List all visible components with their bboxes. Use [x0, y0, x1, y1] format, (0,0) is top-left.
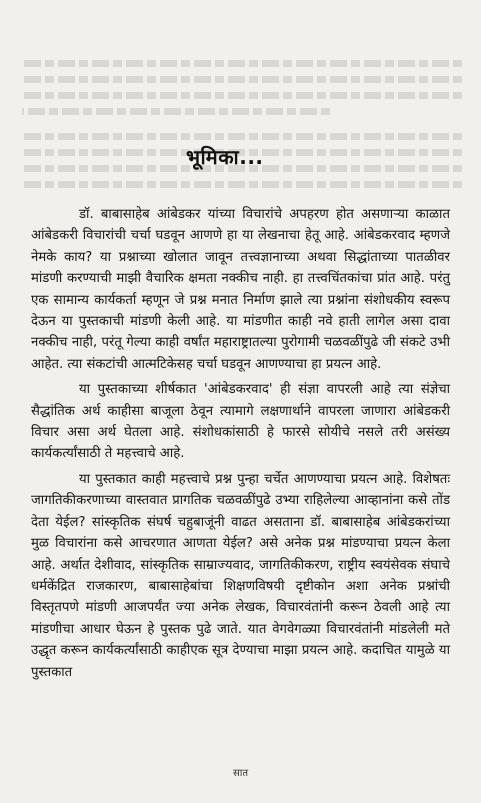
- paragraph: या पुस्तकात काही महत्त्वाचे प्रश्न पुन्हा चर्चेत आणण्याचा प्रयत्न आहे. विशेषतः जागतिकीकरणाच्या वास्तवात प्रागतिक चळवळींपुढे उभ्या राहिलेल्या आव्हानांना कसे तोंड देता येईल? सांस्कृतिक संघर्ष चहुबाजूंनी वाढत असताना डॉ. बाबासाहेब आंबेडकरांच्या मुळ विचारांना कसे आचरणात आणता येईल? असे अनेक प्रश्न मांडण्याचा प्रयत्न केला आहे. अर्थात देशीवाद, सांस्कृतिक साम्राज्यवाद, जागतिकीकरण, राष्ट्रीय स्वयंसेवक संघाचे धर्मकेंद्रित राजकारण, बाबासाहेबांचा शिक्षणविषयी दृष्टीकोन अशा अनेक प्रश्नांची विस्तृतपणे मांडणी आजपर्यंत ज्या अनेक लेखक, विचारवंतांनी करून ठेवली आहे त्या मांडणीचा आधार घेऊन हे पुस्तक पुढे जाते. यात वेगवेगळ्या विचारवंतांनी मांडलेली मते उद्धृत करून कार्यकर्त्यांसाठी काहीएक सूत्र देण्याचा माझा प्रयत्न आहे. कदाचित यामुळे या पुस्तकात: [31, 471, 450, 680]
- page-heading: भूमिका...: [186, 145, 264, 169]
- ghost-line: [22, 181, 462, 188]
- ghost-line: [22, 76, 462, 83]
- page-number: सात: [232, 768, 249, 779]
- ghost-line: [22, 108, 330, 115]
- bleed-through-texture: [22, 60, 462, 197]
- body-text: [31, 204, 450, 683]
- ghost-line: [22, 92, 462, 99]
- paragraph: डॉ. बाबासाहेब आंबेडकर यांच्या विचारांचे अपहरण होत असणाऱ्या काळात आंबेडकरी विचारांची चर्चा घडवून आणणे हा या लेखनाचा हेतू आहे. आंबेडकरवाद म्हणजे नेमके काय? या प्रश्नाच्या खोलात जावून तत्त्वज्ञानाच्या अथवा सिद्धांताच्या पातळीवर मांडणी करण्याची माझी वैचारिक क्षमता नक्कीच नाही. हा तत्त्वचिंतकांचा प्रांत आहे. परंतु एक सामान्य कार्यकर्ता म्हणून जे प्रश्न मनात निर्माण झाले त्या प्रश्नांना संशोधकीय स्वरूप देऊन या पुस्तकाची मांडणी केली आहे. या मांडणीत काही नवे हाती लागेल असा दावा नक्कीच नाही, परंतू गेल्या काही वर्षांत महाराष्ट्रातल्या पुरोगामी चळवळींपुढे जी संकटे उभी आहेत. त्या संकटांची आत्मटिकेसह चर्चा घडवून आणण्याचा हा प्रयत्न आहे.: [31, 207, 450, 372]
- ghost-line: [22, 60, 462, 67]
- paragraph: या पुस्तकाच्या शीर्षकात 'आंबेडकरवाद' ही संज्ञा वापरली आहे त्या संज्ञेचा सैद्धांतिक अर्थ काहीसा बाजूला ठेवून त्यामागे लक्षणार्थाने वापरला जाणारा आंबेडकरी विचार असा अर्थ घेतला आहे. संशोधकांसाठी हे फारसे सोयीचे नसले तरी असंख्य कार्यकर्त्यांसाठी ते महत्त्वाचे आहे.: [31, 382, 450, 462]
- ghost-line: [22, 133, 462, 140]
